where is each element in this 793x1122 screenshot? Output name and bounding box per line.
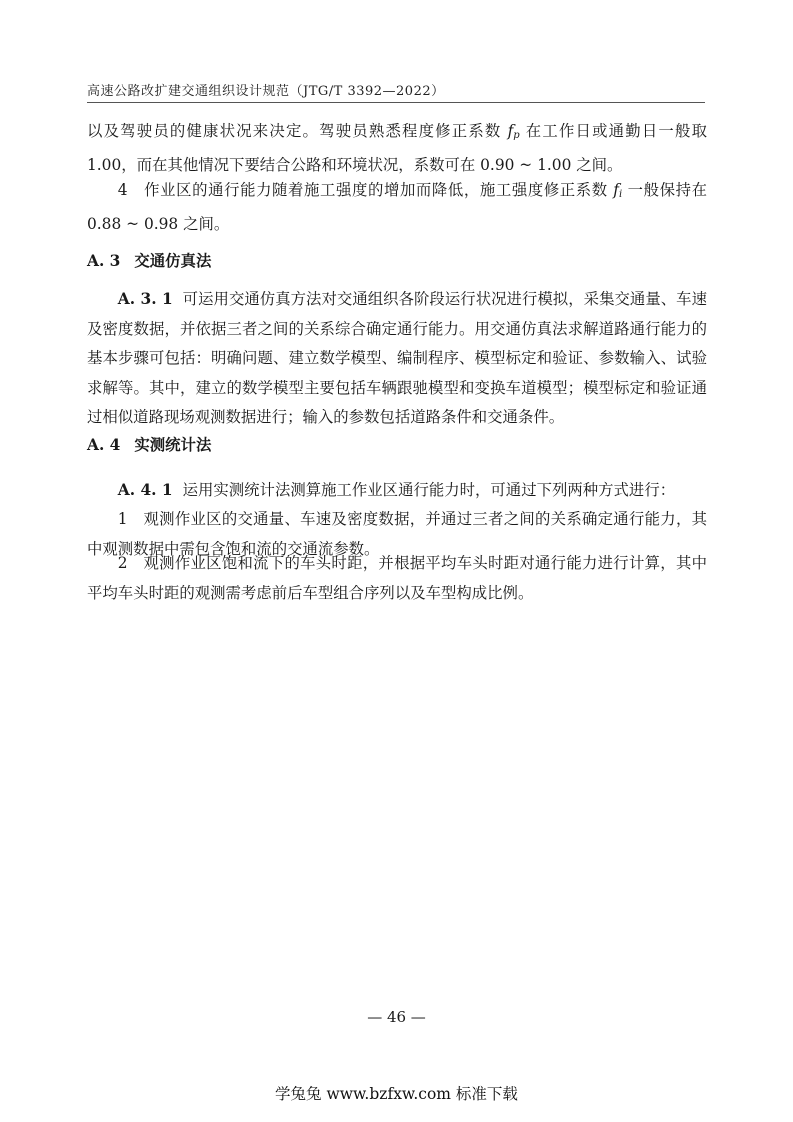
clause-a3-1 [87,285,707,433]
section-a3-number: A. 3 [87,252,121,270]
running-header: 高速公路改扩建交通组织设计规范（JTG/T 3392—2022） [87,84,445,99]
section-a4-heading [87,433,211,455]
header-rule [87,102,705,103]
clause-a4-1-text: 运用实测统计法测算施工作业区通行能力时，可通过下列两种方式进行： [182,481,676,499]
clause-a4-1-number: A. 4. 1 [117,481,173,499]
footer-watermark-text: 学兔兔 www.bzfxw.com 标准下载 [275,1085,518,1103]
clause-a4-1 [87,476,707,506]
clause-a3-1-text: 可运用交通仿真方法对交通组织各阶段运行状况进行模拟，采集交通量、车速及密度数据，并依据三者之间的关系综合确定通行能力。用交通仿真法求解道路通行能力的基本步骤可包括：明确问题、建立数学模型、编制程序、模型标定和验证、参数输入、试验求解等。其中，建立的数学模型主要包括车辆跟驰模型和变换车道模型；模型标定和验证通过相似道路现场观测数据进行；输入的参数包括道路条件和交通条件。 [87,290,707,426]
intro-p2-text-a: 4 作业区的通行能力随着施工强度的增加而降低，施工强度修正系数 [117,181,614,199]
section-a3-heading [87,249,211,271]
intro-p2-subscript: i [618,189,623,200]
intro-p1-text-a: 以及驾驶员的健康状况来决定。驾驶员熟悉程度修正系数 [87,122,508,140]
section-a4-number: A. 4 [87,436,121,454]
clause-a4-1-item-2: 2 观测作业区饱和流下的车头时距，并根据平均车头时距对通行能力进行计算，其中平均车头时距的观测需考虑前后车型组合序列以及车型构成比例。 [87,554,707,602]
intro-p1-text-b: 在工作日或通勤日一般取1.00，而在其他情况下要结合公路和环境状况，系数可在 0.90 ~ 1.00 之间。 [87,122,707,174]
intro-p1-variable: f [507,122,514,140]
intro-paragraph-1 [87,117,707,180]
page-number: — 46 — [367,1008,426,1026]
intro-p2-variable: f [613,181,619,199]
intro-p2-text-b: 一般保持在 0.88 ~ 0.98 之间。 [87,181,707,233]
section-a4-title: 实测统计法 [134,436,212,454]
intro-p1-subscript: p [513,130,520,141]
section-a3-title: 交通仿真法 [134,252,212,270]
clause-a3-1-number: A. 3. 1 [117,290,173,308]
clause-a4-1-item-1: 1 观测作业区的交通量、车速及密度数据，并通过三者之间的关系确定通行能力，其中观测数据中需包含饱和流的交通流参数。 [87,510,707,558]
intro-paragraph-2 [87,176,707,239]
